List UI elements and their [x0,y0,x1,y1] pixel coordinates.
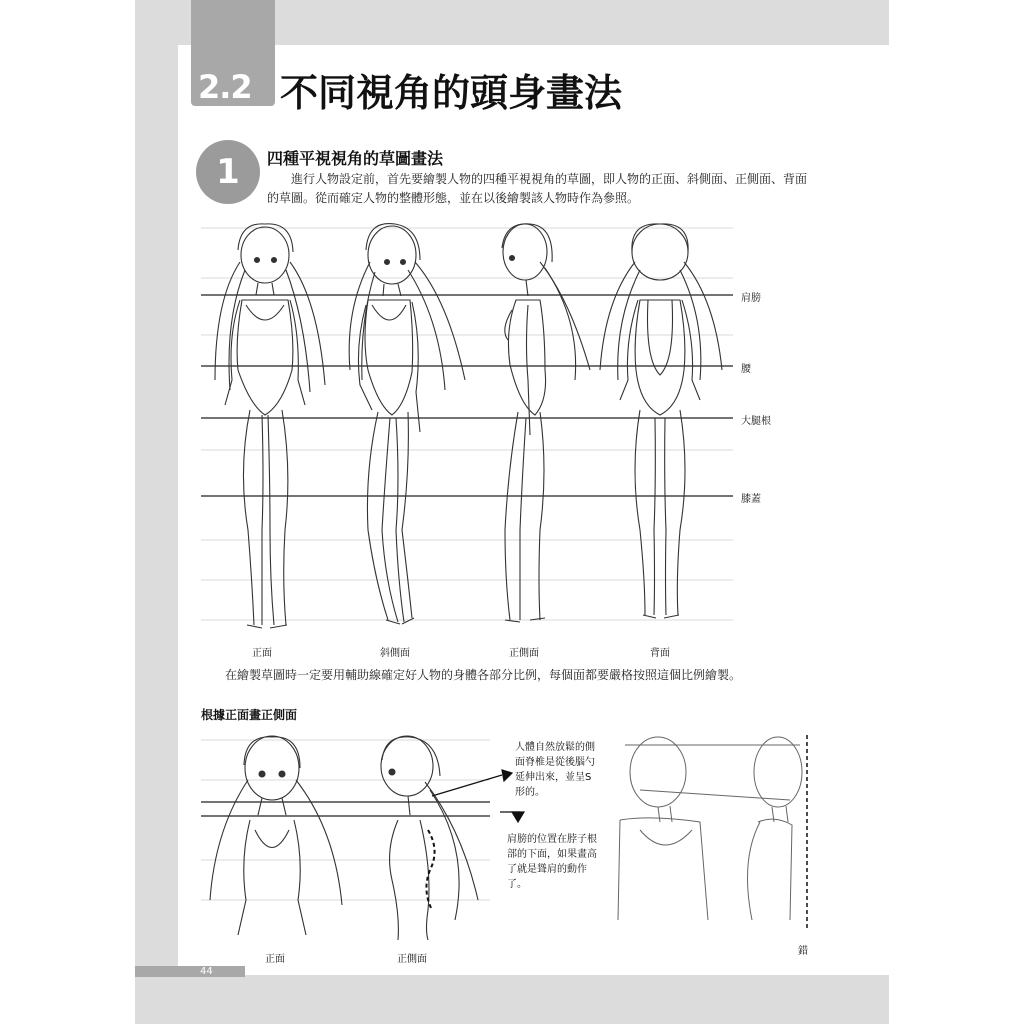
annotation-spine: 人體自然放鬆的側面脊椎是從後腦勺延伸出來，並呈S形的。 [515,742,595,798]
view-label-three-quarter: 斜側面 [380,648,410,659]
annotation-shoulder: 肩膀的位置在脖子根部的下面，如果畫高了就是聳肩的動作了。 [507,834,597,890]
step-heading: 四種平視視角的草圖畫法 [267,149,444,168]
guide-label-waist: 腰 [741,364,751,375]
view-label-profile: 正側面 [509,648,539,659]
guide-label-shoulder: 肩膀 [741,293,761,304]
section-number: 2.2 [198,68,252,106]
page-footer-bar [135,966,245,977]
subsection-heading: 根據正面畫正側面 [201,708,298,722]
intro-paragraph: 進行人物設定前，首先要繪製人物的四種平視視角的草圖，即人物的正面、斜側面、正側面、背面的草圖。從而確定人物的整體形態，並在以後繪製該人物時作為參照。 [267,172,808,205]
lower-figure-front [210,736,342,935]
guide-label-knee: 膝蓋 [741,494,761,505]
section-title: 不同視角的頭身畫法 [280,71,623,115]
step-number-badge: 1 [196,140,260,204]
lower-view-label-profile: 正側面 [397,954,427,965]
lower-figure-profile [381,736,478,940]
lower-view-label-front: 正面 [265,954,285,965]
page-number: 44 [200,966,213,977]
mistake-label: 錯 [798,946,808,957]
proportion-note: 在繪製草圖時一定要用輔助線確定好人物的身體各部分比例，每個面都要嚴格按照這個比例繪製。 [225,668,742,682]
guide-label-thigh-root: 大腿根 [741,416,771,427]
wrong-example-sketch [618,737,802,920]
view-label-front: 正面 [252,648,272,659]
view-label-back: 背面 [650,648,670,659]
